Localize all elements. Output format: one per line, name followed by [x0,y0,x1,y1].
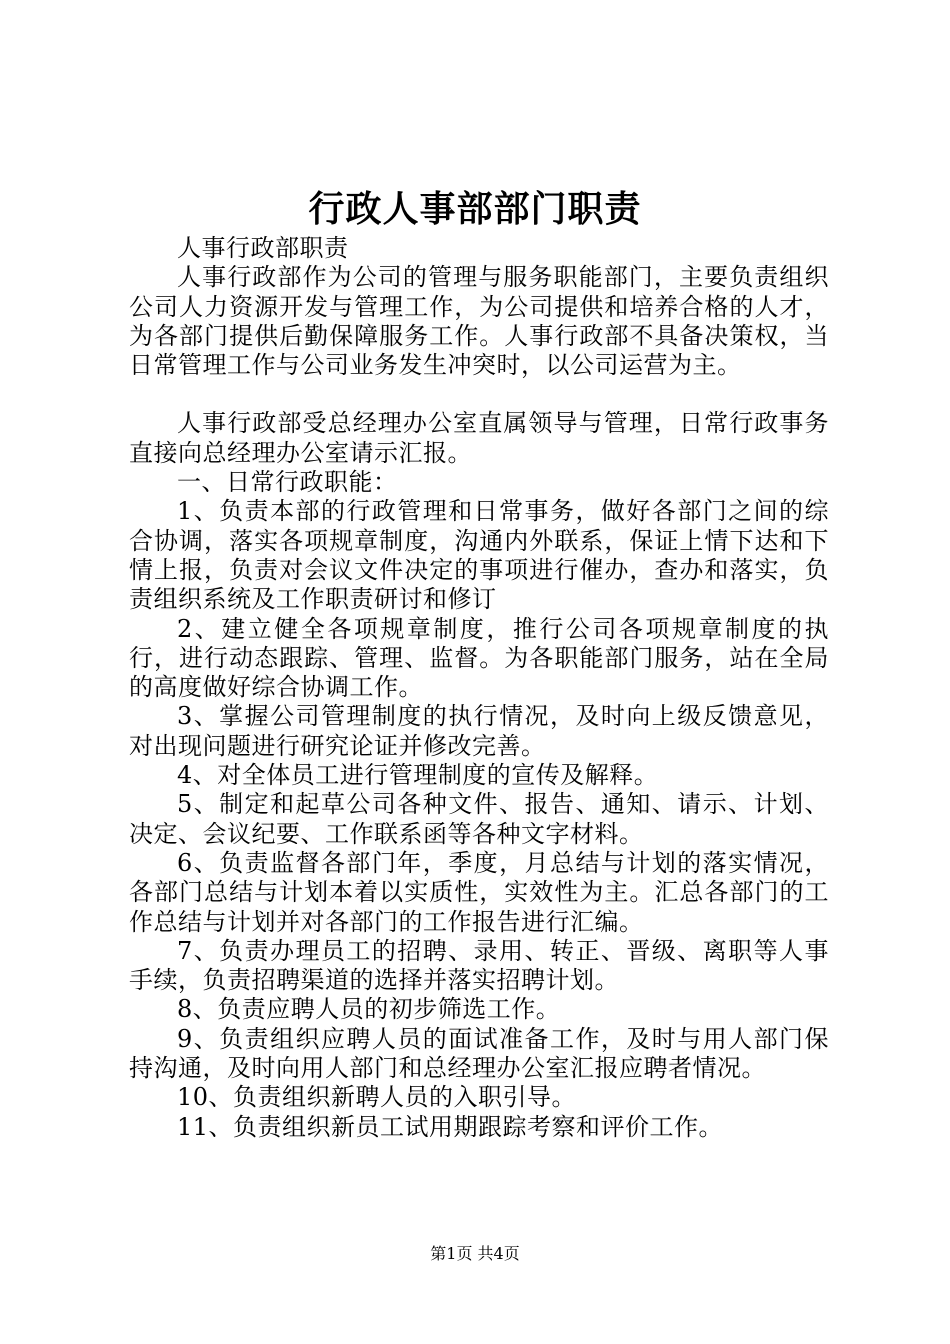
section-heading: 人事行政部职责 [177,234,349,262]
list-item: 7、负责办理员工的招聘、录用、转正、晋级、离职等人事手续，负责招聘渠道的选择并落实招聘计划。 [129,936,829,995]
body-paragraph: 人事行政部作为公司的管理与服务职能部门，主要负责组织公司人力资源开发与管理工作，为公司提供和培养合格的人才，为各部门提供后勤保障服务工作。人事行政部不具备决策权，当日常管理工作与公司业务发生冲突时，以公司运营为主。 [129,263,829,380]
list-item: 1、负责本部的行政管理和日常事务，做好各部门之间的综合协调，落实各项规章制度，沟通内外联系，保证上情下达和下情上报，负责对会议文件决定的事项进行催办，查办和落实，负责组织系统及工作职责研讨和修订 [129,497,829,614]
list-item: 9、负责组织应聘人员的面试准备工作，及时与用人部门保持沟通，及时向用人部门和总经理办公室汇报应聘者情况。 [129,1024,829,1083]
list-item: 6、负责监督各部门年，季度，月总结与计划的落实情况，各部门总结与计划本着以实质性，实效性为主。汇总各部门的工作总结与计划并对各部门的工作报告进行汇编。 [129,848,829,936]
list-item: 10、负责组织新聘人员的入职引导。 [177,1083,577,1112]
list-item: 11、负责组织新员工试用期跟踪考察和评价工作。 [177,1112,724,1141]
list-item: 5、制定和起草公司各种文件、报告、通知、请示、计划、决定、会议纪要、工作联系函等各种文字材料。 [129,790,829,848]
page-number-footer: 第1页 共4页 [430,1244,520,1263]
document-title: 行政人事部部门职责 [308,188,642,230]
body-paragraph: 人事行政部受总经理办公室直属领导与管理，日常行政事务直接向总经理办公室请示汇报。 [129,409,829,467]
list-item: 3、掌握公司管理制度的执行情况，及时向上级反馈意见，对出现问题进行研究论证并修改完善。 [129,702,829,760]
document-body [129,234,829,1142]
list-item: 8、负责应聘人员的初步筛选工作。 [177,995,561,1024]
list-item: 2、建立健全各项规章制度，推行公司各项规章制度的执行，进行动态跟踪、管理、监督。为各职能部门服务，站在全局的高度做好综合协调工作。 [129,614,829,702]
section-heading: 一、日常行政职能： [177,468,398,497]
list-item: 4、对全体员工进行管理制度的宣传及解释。 [177,761,659,790]
